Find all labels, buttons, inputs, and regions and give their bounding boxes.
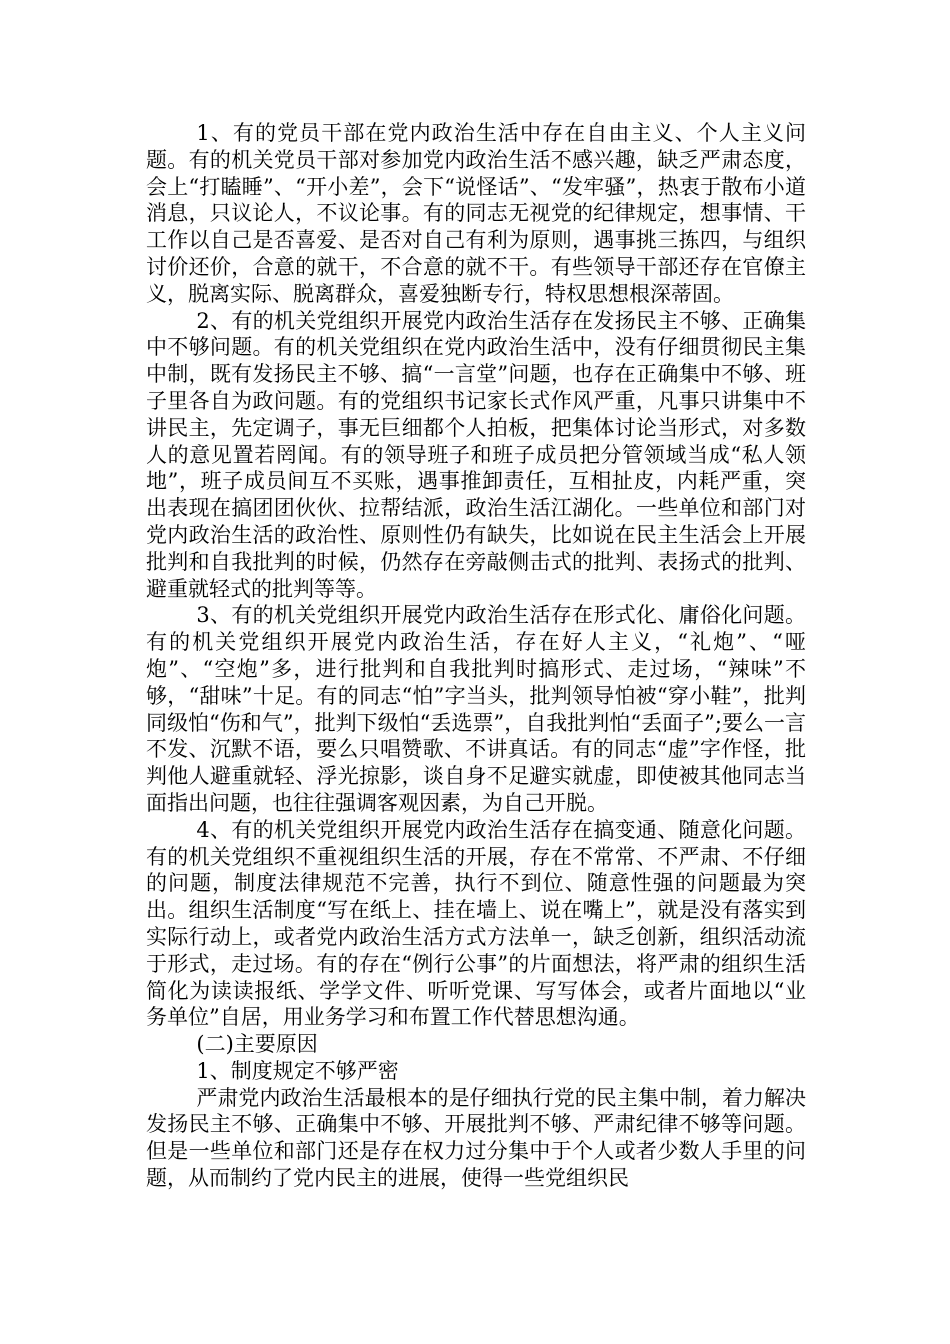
section-heading: (二)主要原因 xyxy=(196,1032,318,1057)
paragraph-3: 3、有的机关党组织开展党内政治生活存在形式化、庸俗化问题。有的机关党组织开展党内政治生活，存在好人主义，“礼炮”、“哑炮”、“空炮”多，进行批判和自我批判时搞形式、走过场，“辣味”不够，“甜味”十足。有的同志“怕”字当头，批判领导怕被“穿小鞋”，批判同级怕“伤和气”，批判下级怕“丢选票”，自我批判怕“丢面子”;要么一言不发、沉默不语，要么只唱赞歌、不讲真话。有的同志“虚”字作怪，批判他人避重就轻、浮光掠影，谈自身不足避实就虚，即使被其他同志当面指出问题，也往往强调客观因素，为自己开脱。 xyxy=(146,603,806,815)
paragraph-2: 2、有的机关党组织开展党内政治生活存在发扬民主不够、正确集中不够问题。有的机关党组织在党内政治生活中，没有仔细贯彻民主集中制，既有发扬民主不够、搞“一言堂”问题，也存在正确集中不够、班子里各自为政问题。有的党组织书记家长式作风严重，凡事只讲集中不讲民主，先定调子，事无巨细都个人拍板，把集体讨论当形式，对多数人的意见置若罔闻。有的领导班子和班子成员把分管领域当成“私人领地”，班子成员间互不买账，遇事推卸责任，互相扯皮，内耗严重，突出表现在搞团团伙伙、拉帮结派，政治生活江湖化。一些单位和部门对党内政治生活的政治性、原则性仍有缺失，比如说在民主生活会上开展批判和自我批判的时候，仍然存在旁敲侧击式的批判、表扬式的批判、避重就轻式的批判等等。 xyxy=(146,308,806,601)
paragraph-1: 1、有的党员干部在党内政治生活中存在自由主义、个人主义问题。有的机关党员干部对参加党内政治生活不感兴趣，缺乏严肃态度，会上“打瞌睡”、“开小差”，会下“说怪话”、“发牢骚”，热衷于散布小道消息，只议论人，不议论事。有的同志无视党的纪律规定，想事情、干工作以自己是否喜爱、是否对自己有利为原则，遇事挑三拣四，与组织讨价还价，合意的就干，不合意的就不干。有些领导干部还存在官僚主义，脱离实际、脱离群众，喜爱独断专行，特权思想根深蒂固。 xyxy=(146,121,806,306)
subheading: 1、制度规定不够严密 xyxy=(196,1058,399,1083)
paragraph-4: 4、有的机关党组织开展党内政治生活存在搞变通、随意化问题。有的机关党组织不重视组织生活的开展，存在不常常、不严肃、不仔细的问题，制度法律规范不完善，执行不到位、随意性强的问题最为突出。组织生活制度“写在纸上、挂在墙上、说在嘴上”，就是没有落实到实际行动上，或者党内政治生活方式方法单一，缺乏创新，组织活动流于形式，走过场。有的存在“例行公事”的片面想法，将严肃的组织生活简化为读读报纸、学学文件、听听党课、写写体会，或者片面地以“业务单位”自居，用业务学习和布置工作代替思想沟通。 xyxy=(146,817,806,1030)
paragraph-5: 严肃党内政治生活最根本的是仔细执行党的民主集中制，着力解决发扬民主不够、正确集中不够、开展批判不够、严肃纪律不够等问题。但是一些单位和部门还是存在权力过分集中于个人或者少数人手里的问题，从而制约了党内民主的进展，使得一些党组织民 xyxy=(146,1085,806,1191)
document-body xyxy=(146,120,806,1192)
